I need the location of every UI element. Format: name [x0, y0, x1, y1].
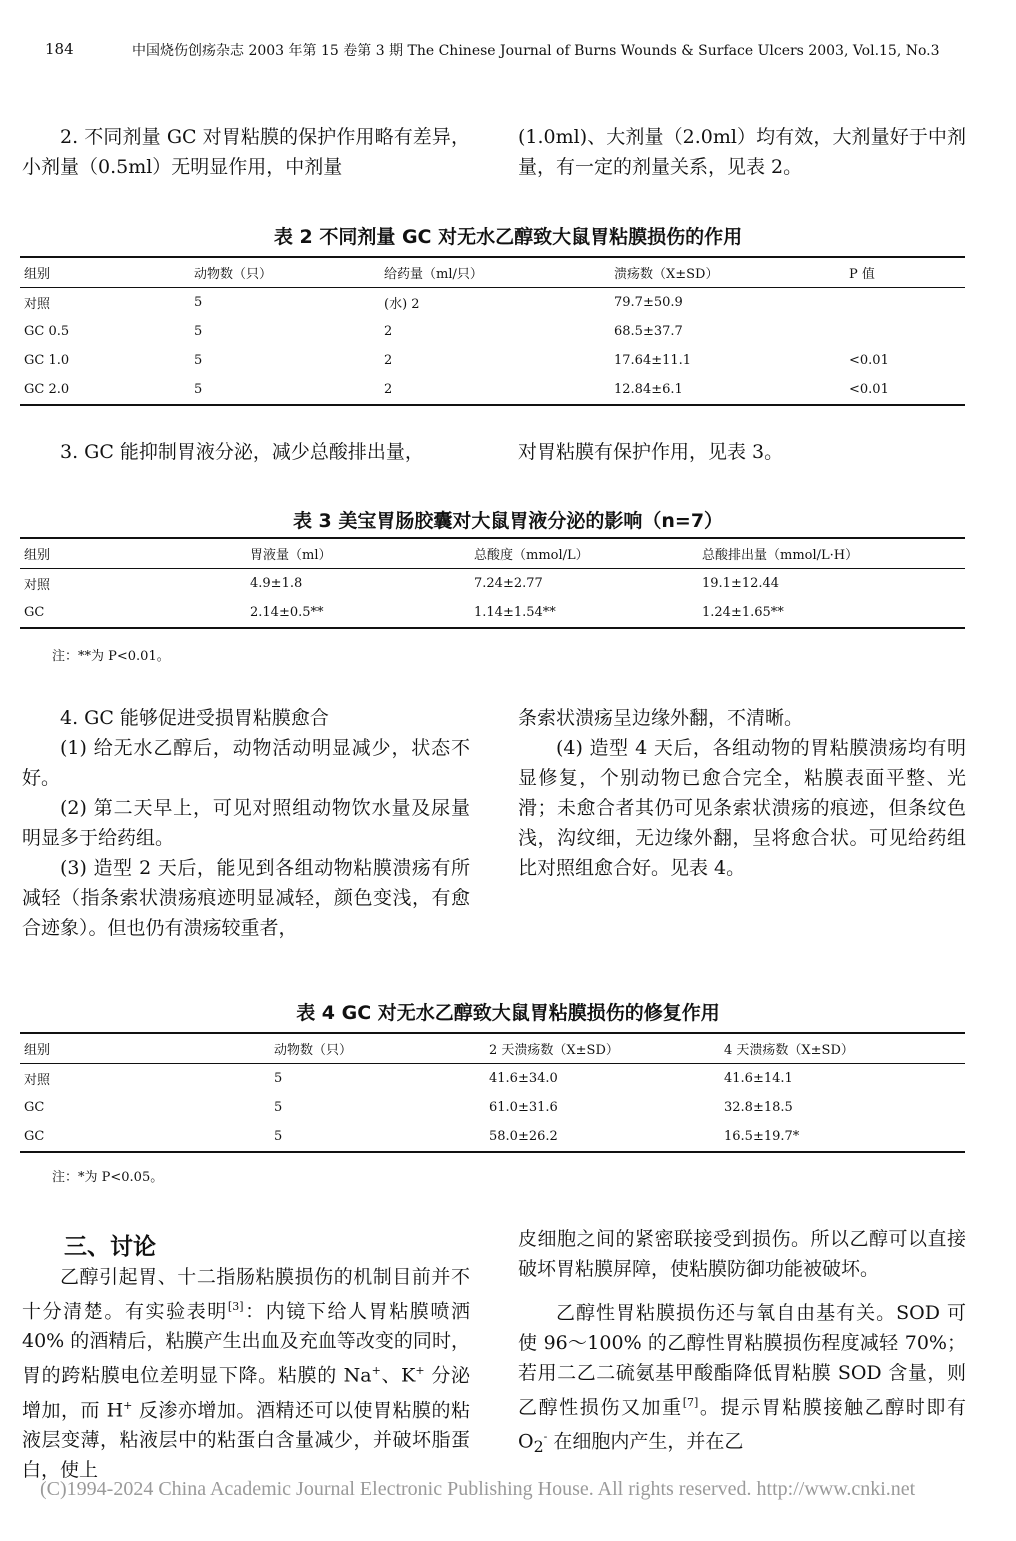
- cell: 17.64±11.1: [614, 353, 692, 368]
- cell: GC 1.0: [24, 353, 70, 368]
- table-2-caption: 表 2 不同剂量 GC 对无水乙醇致大鼠胃粘膜损伤的作用: [273, 226, 743, 248]
- superscript: +: [415, 1364, 425, 1378]
- cell: 16.5±19.7*: [724, 1129, 800, 1144]
- result-4-item-1: (1) 给无水乙醇后，动物活动明显减少，状态不好。: [22, 737, 470, 789]
- journal-running-title: 中国烧伤创疡杂志 2003 年第 15 卷第 3 期 The Chinese Journal of Burns Wounds & Surface Ulcers 2003, Vol.15, No.3: [132, 43, 940, 59]
- table-row: [20, 375, 965, 405]
- table-header-row: [20, 1033, 965, 1064]
- cell: 5: [274, 1129, 283, 1144]
- result-4-left: [22, 703, 470, 943]
- table-row: [20, 288, 965, 318]
- superscript: -: [543, 1430, 548, 1444]
- result-4-item-3-cont: 条索状溃疡呈边缘外翻，不清晰。: [518, 707, 804, 729]
- cell: GC: [24, 1129, 45, 1144]
- col-header-dose: 给药量（ml/只）: [384, 267, 483, 282]
- cell: 1.24±1.65**: [702, 605, 784, 620]
- cell: 32.8±18.5: [724, 1100, 793, 1115]
- cell: 5: [194, 295, 203, 310]
- text-run: 、K: [380, 1364, 416, 1387]
- col-header-day2: 2 天溃疡数（X±SD）: [489, 1043, 619, 1058]
- cell: 对照: [24, 578, 51, 593]
- cell: 68.5±37.7: [614, 324, 683, 339]
- table-3: [20, 537, 965, 629]
- cell: 58.0±26.2: [489, 1129, 558, 1144]
- discussion-right: [518, 1224, 966, 1462]
- result-2-text-cont: (1.0ml)、大剂量（2.0ml）均有效，大剂量好于中剂量，有一定的剂量关系，见表 2。: [518, 126, 966, 178]
- col-header-acidity: 总酸度（mmol/L）: [474, 548, 589, 563]
- col-header-ulcers: 溃疡数（X±SD）: [614, 267, 719, 282]
- cell: 7.24±2.77: [474, 576, 543, 591]
- result-4-item-4: (4) 造型 4 天后，各组动物的胃粘膜溃疡均有明显修复，个别动物已愈合完全，粘膜表面平整、光滑；未愈合者其仍可见条索状溃疡的痕迹，但条纹色浅，沟纹细，无边缘外翻，呈将愈合状。可见给药组比对照组愈合好。见表 4。: [518, 737, 966, 879]
- result-2-right: [518, 122, 966, 182]
- copyright-watermark: (C)1994-2024 China Academic Journal Electronic Publishing House. All rights reserved. http://www.cnki.net: [40, 1478, 916, 1500]
- cell: 79.7±50.9: [614, 295, 683, 310]
- cell: 19.1±12.44: [702, 576, 780, 591]
- cell: 12.84±6.1: [614, 382, 683, 397]
- result-3-text: 3. GC 能抑制胃液分泌，减少总酸排出量，: [60, 441, 424, 463]
- col-header-group: 组别: [24, 267, 51, 282]
- superscript: +: [123, 1398, 133, 1412]
- table-4-caption: 表 4 GC 对无水乙醇致大鼠胃粘膜损伤的修复作用: [296, 1002, 720, 1024]
- col-header-volume: 胃液量（ml）: [250, 548, 332, 563]
- table-3-caption: 表 3 美宝胃肠胶囊对大鼠胃液分泌的影响（n=7）: [292, 510, 724, 532]
- table-row: [20, 1093, 965, 1122]
- result-2-text: 2. 不同剂量 GC 对胃粘膜的保护作用略有差异，小剂量（0.5ml）无明显作用，中剂量: [22, 126, 470, 178]
- table-row: [20, 317, 965, 346]
- cell: 2: [384, 382, 393, 397]
- col-header-animals: 动物数（只）: [274, 1043, 353, 1058]
- cell: GC 0.5: [24, 324, 70, 339]
- result-3-text-cont: 对胃粘膜有保护作用，见表 3。: [518, 441, 784, 463]
- cell: 61.0±31.6: [489, 1100, 558, 1115]
- page-header: [0, 40, 1016, 64]
- cell: GC 2.0: [24, 382, 70, 397]
- cell: GC: [24, 605, 45, 620]
- cell: 对照: [24, 1073, 51, 1088]
- result-2-left: [22, 122, 470, 182]
- table-row: [20, 346, 965, 375]
- cell: 2: [384, 324, 393, 339]
- col-header-group: 组别: [24, 1043, 51, 1058]
- text-run: 反渗亦增加。酒精还可以使胃粘膜的粘液层变薄，粘液层中的粘蛋白含量减少，并破坏脂蛋白，使上: [22, 1398, 470, 1481]
- result-4-item-3: (3) 造型 2 天后，能见到各组动物粘膜溃疡有所减轻（指条索状溃疡痕迹明显减轻，颜色变浅，有愈合迹象）。但也仍有溃疡较重者，: [22, 857, 470, 939]
- col-header-animals: 动物数（只）: [194, 267, 273, 282]
- cell: GC: [24, 1100, 45, 1115]
- subscript: 2: [533, 1437, 544, 1457]
- cell: 5: [194, 353, 203, 368]
- cell: 2.14±0.5**: [250, 605, 324, 620]
- cell: 4.9±1.8: [250, 576, 303, 591]
- cell: 5: [274, 1100, 283, 1115]
- col-header-p: P 值: [849, 267, 875, 282]
- discussion-paragraph-1-cont: 皮细胞之间的紧密联接受到损伤。所以乙醇可以直接破坏胃粘膜屏障，使粘膜防御功能被破坏。: [518, 1228, 966, 1280]
- section-title-discussion: 三、讨论: [64, 1234, 156, 1260]
- cell: 5: [194, 382, 203, 397]
- cell: (水) 2: [384, 297, 420, 312]
- citation-ref: [3]: [227, 1300, 244, 1313]
- table-row: [20, 569, 965, 599]
- result-4-item-2: (2) 第二天早上，可见对照组动物饮水量及尿量明显多于给药组。: [22, 797, 470, 849]
- text-run: 乙醇引起胃、十二指肠粘膜损伤的机制目前并不十分清楚。有实验表明: [22, 1266, 470, 1323]
- table-header-row: [20, 538, 965, 569]
- cell: <0.01: [849, 382, 889, 397]
- cell: 5: [194, 324, 203, 339]
- text-run: 在细胞内产生，并在乙: [547, 1430, 744, 1453]
- discussion-left: [22, 1262, 470, 1485]
- cell: 2: [384, 353, 393, 368]
- cell: 1.14±1.54**: [474, 605, 556, 620]
- citation-ref: [7]: [682, 1396, 699, 1409]
- text-run: 分泌增加，而 H: [22, 1364, 470, 1421]
- cell: 5: [274, 1071, 283, 1086]
- result-4-heading: 4. GC 能够促进受损胃粘膜愈合: [60, 707, 329, 729]
- result-3-left: [22, 437, 470, 467]
- text-run: 。提示胃粘膜接触乙醇时即有 O: [518, 1396, 966, 1453]
- cell: [845, 288, 965, 318]
- table-header-row: [20, 257, 965, 288]
- superscript: +: [371, 1364, 381, 1378]
- result-3-right: [518, 437, 966, 467]
- discussion-paragraph-2: [518, 1298, 966, 1462]
- col-header-group: 组别: [24, 548, 51, 563]
- col-header-acid-output: 总酸排出量（mmol/L·H）: [702, 548, 859, 563]
- cell: [845, 317, 965, 346]
- table-row: [20, 1064, 965, 1094]
- cell: <0.01: [849, 353, 889, 368]
- table-row: [20, 598, 965, 628]
- cell: 41.6±14.1: [724, 1071, 793, 1086]
- result-4-right: [518, 703, 966, 883]
- cell: 对照: [24, 297, 51, 312]
- table-4: [20, 1032, 965, 1153]
- table-row: [20, 1122, 965, 1152]
- text-run: 乙醇性胃粘膜损伤还与氧自由基有关。SOD 可使 96～100% 的乙醇性胃粘膜损伤程度减轻 70%；若用二乙二硫氨基甲酸酯降低胃粘膜 SOD 含量，则乙醇性损伤又加重: [518, 1302, 966, 1419]
- table-3-note: 注：**为 P<0.01。: [52, 649, 170, 664]
- page-number: 184: [45, 40, 74, 58]
- col-header-day4: 4 天溃疡数（X±SD）: [724, 1043, 854, 1058]
- table-2: [20, 256, 965, 406]
- table-4-note: 注：*为 P<0.05。: [52, 1170, 164, 1185]
- cell: 41.6±34.0: [489, 1071, 558, 1086]
- text-run: ：内镜下给人胃粘膜喷洒 40% 的酒精后，粘膜产生出血及充血等改变的同时，胃的跨粘膜电位差明显下降。粘膜的 Na: [22, 1300, 470, 1387]
- discussion-paragraph-1: [22, 1262, 470, 1485]
